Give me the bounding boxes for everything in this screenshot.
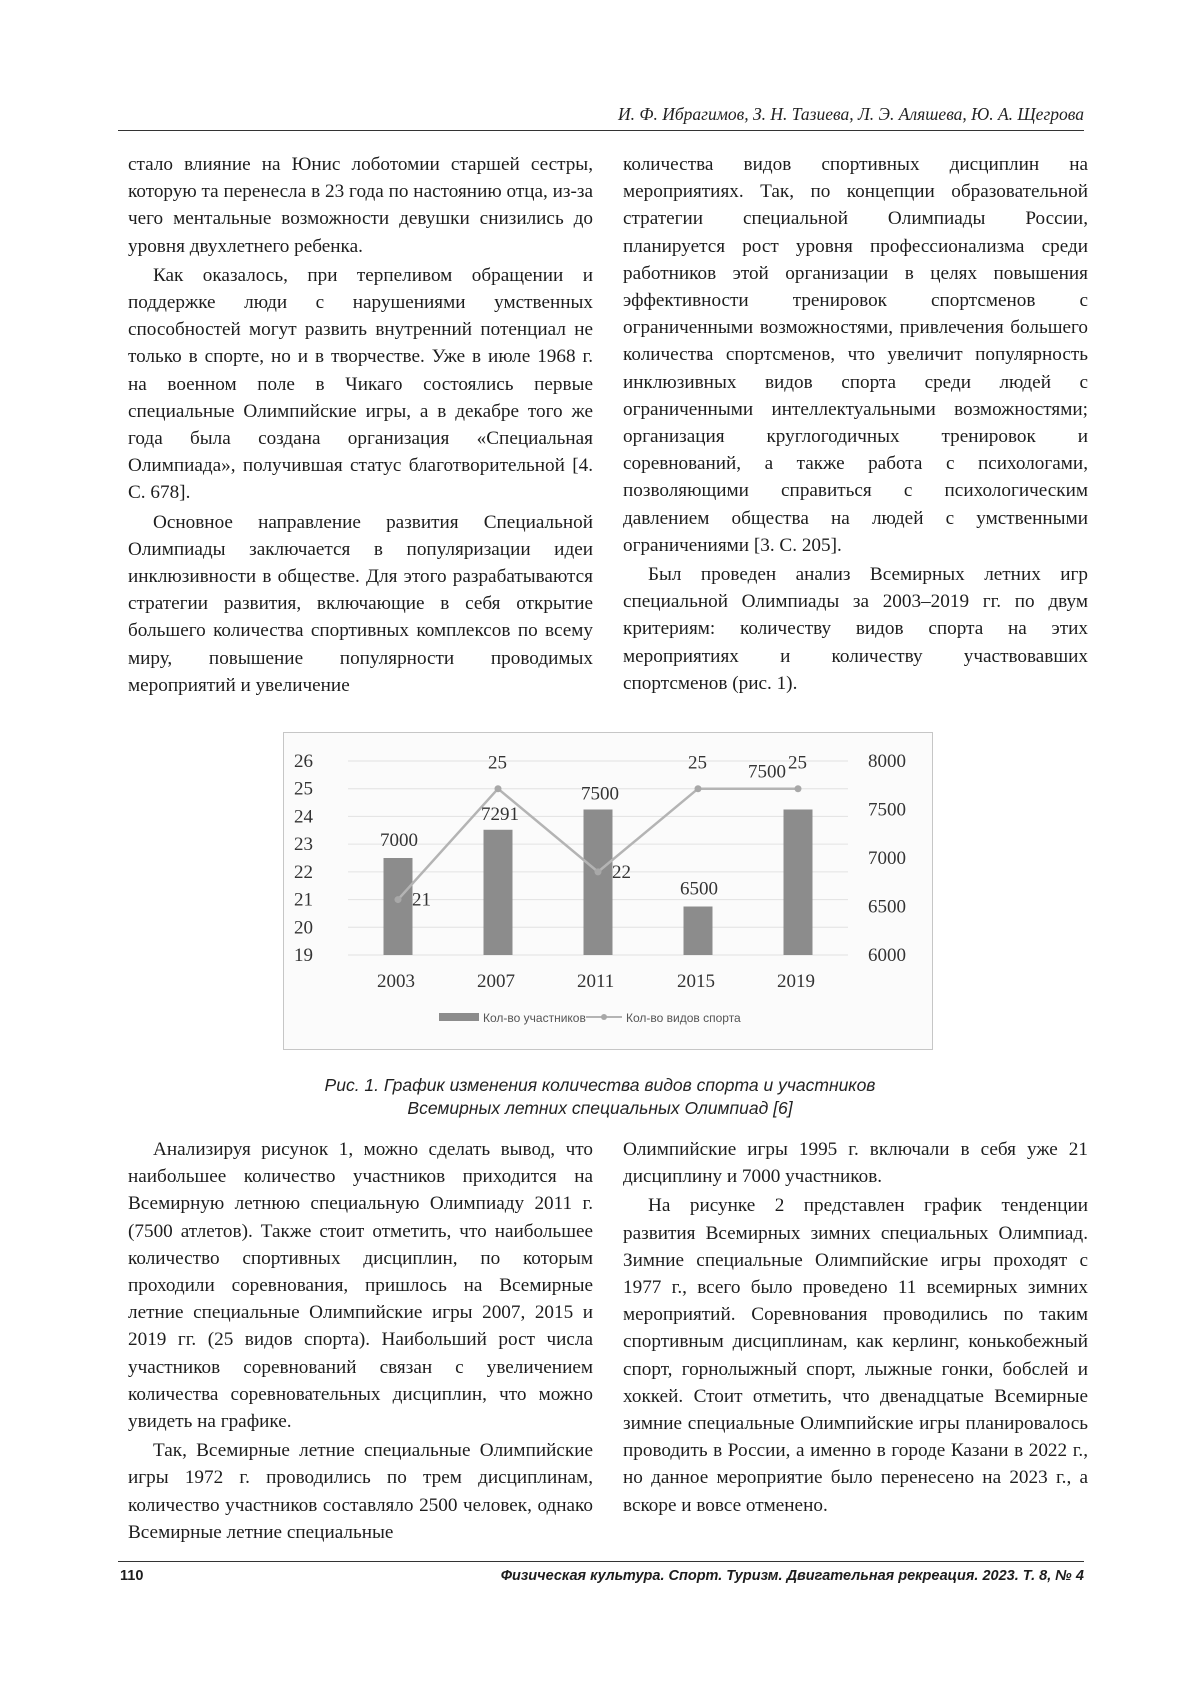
y-left-tick-label: 22 (294, 861, 313, 883)
paragraph: На рисунке 2 представлен график тенденции развития Всемирных зимних специальных Олимпиад. Зимние специальные Олимпийские игры проходят с 1977 г., всего было проведено 11 всемирных зимних мероприятий. Соревнования проводились по таким спортивным дисциплинам, как керлинг, конькобежный спорт, горнолыжный спорт, лыжные гонки, бобслей и хоккей. Стоит отметить, что двенадцатые Всемирные зимние специальные Олимпийские игры планировалось проводить в России, а именно в городе Казани в 2022 г., но данное мероприятие было перенесено на 2023 г., а вскоре и вовсе отменено. (623, 1195, 1088, 1516)
line-point (495, 785, 502, 792)
column-right-top (623, 151, 1088, 699)
bar-data-label: 7000 (380, 830, 418, 851)
footer-rule (118, 1561, 1084, 1562)
x-tick-label: 2015 (677, 971, 715, 992)
bar-data-label: 7500 (748, 761, 786, 783)
paragraph: Основное направление развития Специальной Олимпиады заключается в популяризации идеи инклюзивности в обществе. Для этого разрабатываются стратегии развития, включающие в себя открытие большего количества спортивных комплексов по всему миру, повышение популярности проводимых мероприятий и увеличение (128, 511, 593, 696)
y-right-tick-label: 6500 (868, 896, 906, 918)
header-rule (118, 130, 1084, 131)
line-point (695, 785, 702, 792)
x-tick-label: 2007 (477, 971, 515, 992)
y-right-tick-label: 8000 (868, 751, 906, 772)
line-data-label: 22 (612, 861, 631, 883)
bar-data-label: 7500 (581, 783, 619, 805)
chart-svg (284, 733, 932, 1049)
line-data-label: 25 (788, 752, 807, 774)
paragraph: Так, Всемирные летние специальные Олимпийские игры 1972 г. проводились по трем дисциплинам, количество участников составляло 2500 человек, однако Всемирные летние специальные (128, 1440, 593, 1543)
paragraph: стало влияние на Юнис лоботомии старшей сестры, которую та перенесла в 23 года по настоянию отца, из-за чего ментальные возможности девушки снизились до уровня двухлетнего ребенка. (128, 154, 593, 257)
line-data-label: 25 (688, 752, 707, 774)
legend-label-participants: Кол-во участников (483, 1011, 586, 1025)
page-number: 110 (120, 1568, 144, 1584)
column-left-bottom (128, 1136, 593, 1548)
bar-participants (784, 810, 813, 956)
y-left-tick-label: 23 (294, 834, 313, 856)
line-point (795, 785, 802, 792)
y-right-tick-label: 7000 (868, 848, 906, 869)
paragraph: Был проведен анализ Всемирных летних игр специальной Олимпиады за 2003–2019 гг. по двум критериям: количеству видов спорта на этих мероприятиях и количеству участвовавших спортсменов (рис. 1). (623, 564, 1088, 694)
bar-participants (384, 858, 413, 955)
journal-title: Физическая культура. Спорт. Туризм. Двигательная рекреация. 2023. Т. 8, № 4 (500, 1568, 1084, 1584)
caption-line-2: Всемирных летних специальных Олимпиад [6] (407, 1098, 793, 1118)
bar-participants (684, 907, 713, 956)
caption-line-1: Рис. 1. График изменения количества видов спорта и участников (324, 1075, 876, 1095)
running-header-authors: И. Ф. Ибрагимов, З. Н. Тазиева, Л. Э. Аляшева, Ю. А. Щегрова (617, 104, 1084, 124)
legend-swatch-participants (439, 1013, 479, 1021)
y-left-tick-label: 19 (294, 945, 313, 966)
y-right-tick-label: 6000 (868, 945, 906, 966)
figure-chart (283, 732, 933, 1050)
bar-data-label: 6500 (680, 878, 718, 900)
x-tick-label: 2003 (377, 971, 415, 992)
paragraph: Олимпийские игры 1995 г. включали в себя уже 21 дисциплину и 7000 участников. (623, 1139, 1088, 1188)
column-left-top (128, 151, 593, 701)
x-tick-label: 2019 (777, 971, 815, 992)
line-point (395, 896, 402, 903)
y-left-tick-label: 20 (294, 917, 313, 939)
x-tick-label: 2011 (577, 971, 615, 992)
y-left-tick-label: 25 (294, 778, 313, 800)
line-point (595, 868, 602, 875)
legend-label-sports: Кол-во видов спорта (626, 1011, 741, 1025)
paragraph: количества видов спортивных дисциплин на мероприятиях. Так, по концепции образовательной стратегии специальной Олимпиады России, планируется рост уровня профессионализма среди работников этой организации в целях повышения эффективности тренировок спортсменов с ограниченными возможностями, привлечения большего количества спортсменов, что увеличит популярность инклюзивных видов спорта среди людей с ограниченными интеллектуальными возможностями; организация круглогодичных тренировок и соревнований, а также работа с психологами, позволяющими справиться с психологическим давлением общества на людей с умственными ограничениями [3. С. 205]. (623, 154, 1088, 556)
y-left-tick-label: 21 (294, 889, 313, 911)
figure-caption (200, 1074, 1000, 1120)
line-data-label: 21 (412, 889, 431, 911)
y-left-tick-label: 24 (294, 806, 313, 828)
column-right-bottom (623, 1136, 1088, 1521)
line-data-label: 25 (488, 752, 507, 774)
paragraph: Как оказалось, при терпеливом обращении и поддержке люди с нарушениями умственных способностей могут развить внутренний потенциал не только в спорте, но и в творчестве. Уже в июле 1968 г. на военном поле в Чикаго состоялись первые специальные Олимпийские игры, а в декабре того же года была создана организация «Специальная Олимпиада», получившая статус благотворительной [4. С. 678]. (128, 264, 593, 504)
y-right-tick-label: 7500 (868, 799, 906, 821)
paragraph: Анализируя рисунок 1, можно сделать вывод, что наибольшее количество участников приходится на Всемирную летнюю специальную Олимпиаду 2011 г. (7500 атлетов). Также стоит отметить, что наибольшее количество спортивных дисциплин, по которым проходили соревнования, пришлось на Всемирные летние специальные Олимпийские игры 2007, 2015 и 2019 гг. (25 видов спорта). Наибольший рост числа участников соревнований связан с увеличением количества соревновательных дисциплин, что можно увидеть на графике. (128, 1139, 593, 1433)
y-left-tick-label: 26 (294, 751, 313, 772)
bar-participants (484, 830, 513, 955)
bar-participants (584, 810, 613, 956)
bar-data-label: 7291 (481, 803, 519, 825)
legend-marker-sports (601, 1014, 607, 1020)
